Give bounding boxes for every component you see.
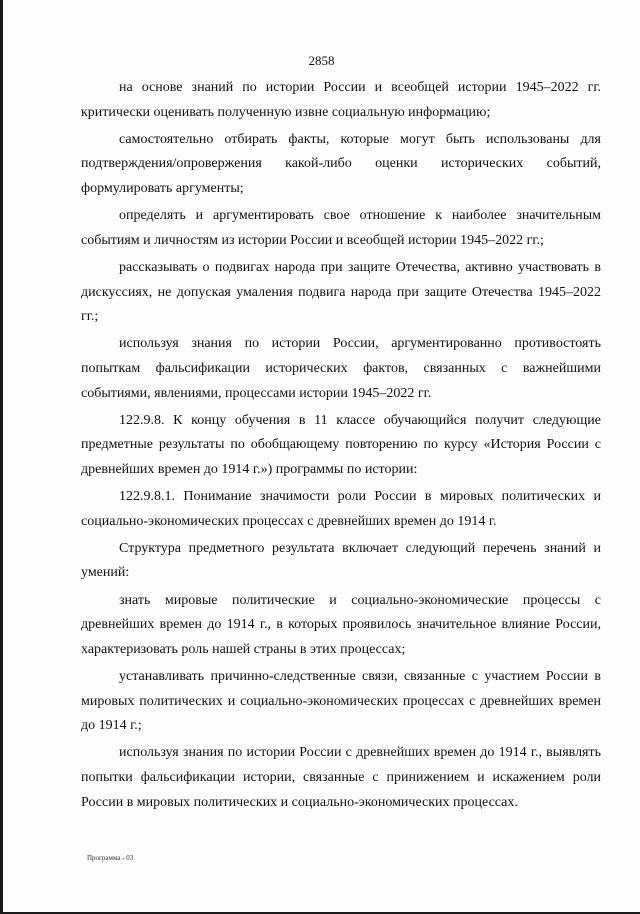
paragraph: используя знания по истории России, аргументированно противостоять попыткам фальсификации исторических фактов, связанных с важнейшими событиями, явлениями, процессами истории 1945–2022 гг.	[81, 336, 601, 401]
paragraph: на основе знаний по истории России и всеобщей истории 1945–2022 гг. критически оценивать полученную извне социальную информацию;	[81, 80, 601, 120]
paragraph: 122.9.8. К концу обучения в 11 классе обучающийся получит следующие предметные результаты по обобщающему повторению по курсу «История России с древнейших времен до 1914 г.») программы по истории:	[81, 412, 601, 477]
paragraph: Структура предметного результата включает следующий перечень знаний и умений:	[81, 540, 601, 581]
paragraph: определять и аргументировать свое отношение к наиболее значительным событиям и личностям из истории России и всеобщей истории 1945–2022 гг.;	[81, 208, 601, 248]
paragraph: используя знания по истории России с древнейших времен до 1914 г., выявлять попытки фальсификации истории, связанные с принижением и искажением роли России в мировых политических и социально-экономических процессах.	[81, 745, 601, 810]
paragraph: самостоятельно отбирать факты, которые могут быть использованы для подтверждения/опровержения какой-либо оценки исторических событий, формулировать аргументы;	[81, 131, 601, 196]
page-number: 2858	[308, 53, 335, 68]
paragraph: 122.9.8.1. Понимание значимости роли России в мировых политических и социально-экономических процессах с древнейших времен до 1914 г.	[81, 489, 601, 529]
document-body	[81, 76, 601, 818]
footer-label: Программа - 03	[87, 854, 134, 862]
paragraph: устанавливать причинно-следственные связи, связанные с участием России в мировых политических и социально-экономических процессах с древнейших времен до 1914 г.;	[81, 669, 601, 734]
paragraph: рассказывать о подвигах народа при защите Отечества, активно участвовать в дискуссиях, не допуская умаления подвига народа при защите Отечества 1945–2022 гг.;	[81, 259, 601, 325]
paragraph: знать мировые политические и социально-экономические процессы с древнейших времен до 1914 г., в которых проявилось значительное влияние России, характеризовать роль нашей страны в этих процессах;	[81, 592, 601, 657]
